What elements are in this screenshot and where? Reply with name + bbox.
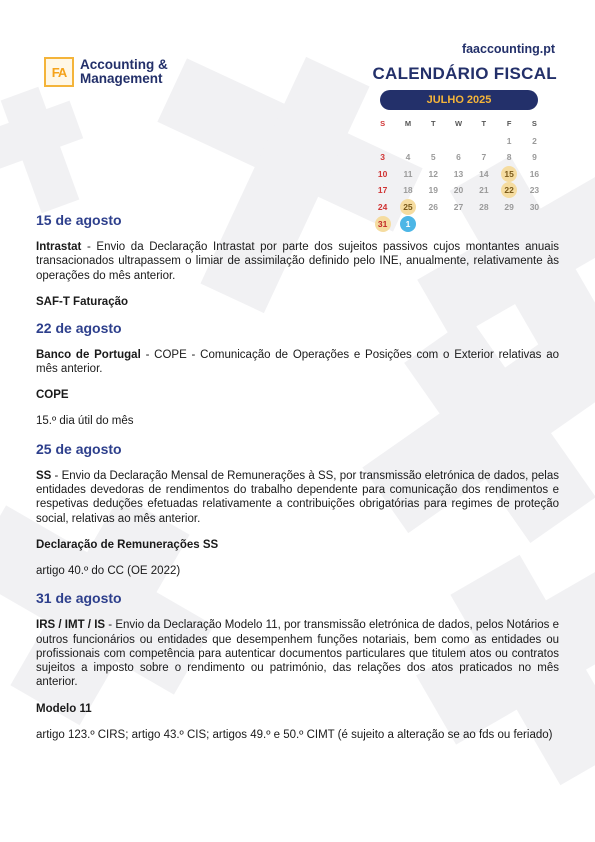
obligation-name: SAF-T Faturação	[36, 295, 129, 308]
calendar-day[interactable]: 21	[479, 185, 489, 196]
calendar-day[interactable]: 3	[380, 152, 386, 163]
calendar-day[interactable]: 5	[430, 152, 436, 163]
legal-note: artigo 40.º do CC (OE 2022)	[36, 564, 181, 577]
deadline-date: 31 de agosto	[36, 590, 122, 607]
deadline-section	[36, 212, 559, 308]
calendar-day[interactable]: 28	[479, 201, 489, 212]
deadline-date: 25 de agosto	[36, 440, 122, 457]
calendar-day[interactable]: 15	[496, 166, 521, 183]
description-text: - Envio da Declaração Modelo 11, por transmissão eletrónica de dados, pelos Notários e outros funcionários ou entidades que desempenhem funções notariais, bem como as entidades ou profissionais com competência para autenticar documentos particulares que titulem atos ou contratos sujeitos a imposto sobre o rendimento ou património, das relações dos atos praticados no mês anterior.	[36, 619, 559, 689]
weekday-label: F	[506, 119, 512, 128]
calendar-day[interactable]: 14	[479, 168, 489, 179]
weekday-label: M	[404, 119, 412, 128]
deadline-description	[36, 469, 559, 526]
obligation-name: COPE	[36, 389, 69, 402]
calendar-day	[446, 133, 471, 150]
entity-name: Intrastat	[36, 241, 82, 253]
month-label: JULHO 2025	[380, 90, 538, 110]
weekday-label: W	[454, 119, 463, 128]
calendar-day[interactable]: 7	[481, 152, 487, 163]
calendar-day[interactable]: 26	[428, 201, 438, 212]
brand-logo	[44, 57, 168, 87]
deadline-description	[36, 618, 559, 689]
calendar-day[interactable]: 22	[496, 182, 521, 199]
deadline-section	[36, 320, 559, 429]
calendar-day[interactable]: 8	[506, 152, 512, 163]
deadline-date: 22 de agosto	[36, 319, 122, 336]
calendar-day	[421, 133, 446, 150]
legal-note: 15.º dia útil do mês	[36, 415, 134, 428]
calendar-day[interactable]: 20	[453, 185, 464, 196]
calendar-day[interactable]: 24	[377, 201, 388, 212]
calendar-day[interactable]: 6	[456, 152, 461, 163]
legal-note: artigo 123.º CIRS; artigo 43.º CIS; artigos 49.º e 50.º CIMT (é sujeito a alteração se ao fds ou feriado)	[36, 728, 553, 741]
obligation-name: Declaração de Remunerações SS	[36, 538, 219, 551]
calendar-day[interactable]: 4	[405, 152, 411, 163]
weekday-label: S	[380, 119, 386, 128]
entity-name: SS	[36, 469, 52, 482]
calendar-day[interactable]: 16	[529, 168, 540, 179]
calendar-day[interactable]: 31	[370, 216, 395, 233]
deadline-description	[36, 348, 559, 377]
calendar-day[interactable]: 1	[506, 135, 512, 146]
weekday-label: T	[430, 119, 436, 128]
deadline-section	[36, 441, 559, 578]
calendar-day[interactable]: 9	[532, 152, 537, 163]
weekday-label: S	[531, 119, 537, 128]
calendar-day[interactable]: 18	[403, 185, 413, 196]
calendar-day	[471, 133, 496, 150]
calendar-day[interactable]: 25	[395, 199, 420, 216]
calendar-day[interactable]: 2	[532, 135, 537, 146]
description-text: - COPE - Comunicação de Operações e Posições com o Exterior relativas ao mês anterior.	[36, 348, 559, 376]
weekday-label: T	[481, 119, 487, 128]
calendar-title: CALENDÁRIO FISCAL	[372, 64, 557, 83]
calendar-day[interactable]: 19	[428, 185, 438, 196]
calendar-day[interactable]: 30	[529, 201, 540, 212]
calendar-day[interactable]: 29	[504, 201, 514, 212]
calendar-day[interactable]: 12	[428, 168, 438, 179]
obligation-name: Modelo 11	[36, 702, 92, 715]
calendar-day[interactable]: 10	[377, 168, 388, 179]
calendar-day[interactable]: 17	[377, 185, 388, 196]
logo-line-1: Accounting &	[80, 57, 168, 72]
logo-line-2: Management	[80, 71, 163, 86]
entity-name: IRS / IMT / IS	[36, 619, 106, 632]
calendar-day[interactable]: 11	[403, 168, 413, 179]
calendar-day	[370, 133, 395, 150]
calendar-day[interactable]: 1	[395, 216, 420, 233]
deadline-list	[36, 212, 559, 742]
entity-name: Banco de Portugal	[36, 348, 141, 361]
logo-wordmark	[80, 58, 168, 86]
description-text: - Envio da Declaração Intrastat por parte dos sujeitos passivos cujos montantes anuais transacionados ultrapassem o limiar de assimilação definido pelo INE, anualmente, relativamente às operações do mês anterior.	[36, 241, 559, 282]
description-text: - Envio da Declaração Mensal de Remunerações à SS, por transmissão eletrónica de dados, pelas entidades devedoras de rendimentos do trabalho dependente para comunicação dos rendimentos e respetivas deduções efetuadas relativamente a contribuições obrigatórias para regimes de proteção social, relativas ao mês anterior.	[36, 469, 559, 525]
website-url: faaccounting.pt	[461, 42, 555, 56]
calendar-day[interactable]: 23	[529, 185, 540, 196]
logo-mark: FA	[44, 57, 74, 87]
deadline-description	[36, 240, 559, 283]
deadline-date: 15 de agosto	[36, 212, 122, 228]
deadline-section	[36, 590, 559, 742]
calendar-day[interactable]: 27	[453, 201, 464, 212]
calendar-day[interactable]: 13	[453, 168, 464, 179]
calendar-day	[395, 133, 420, 150]
